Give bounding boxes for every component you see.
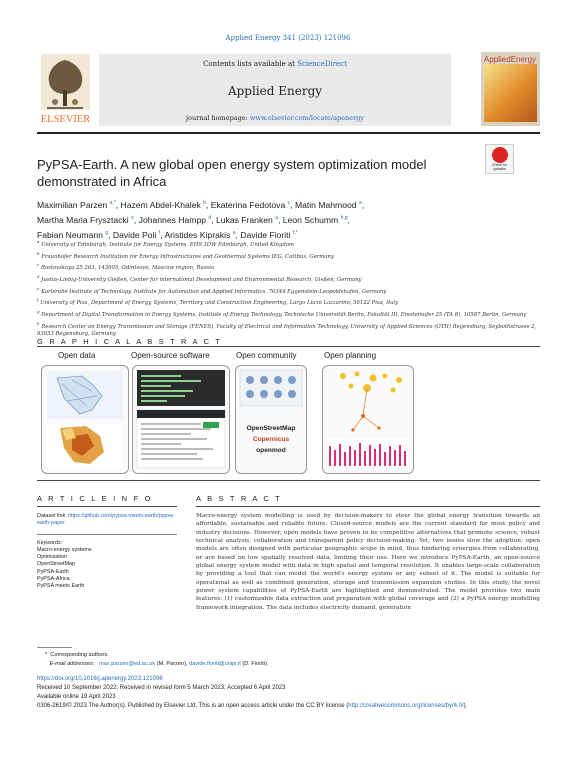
check-updates-icon (492, 147, 508, 163)
author[interactable]: Johannes Hampp $^d$ (138, 214, 212, 225)
author[interactable]: Leon Schumm $^{h,g}$ (282, 214, 348, 225)
footnote-rule (37, 647, 72, 648)
keyword: PyPSA-Earth (37, 568, 69, 575)
corresponding-authors: Corresponding authors. (50, 652, 109, 658)
article-info-heading: A R T I C L E I N F O (37, 494, 153, 503)
author[interactable]: Martha Maria Frysztacki $^e$ (37, 214, 134, 225)
affiliation: $^d$ Justus-Liebig-University Gießen, Center for international Development and Environmental Research, Gießen, Germany (37, 274, 362, 283)
online-date: Available online 19 April 2023 (37, 693, 116, 700)
graphical-abstract-heading: G R A P H I C A L A B S T R A C T (37, 337, 223, 346)
keyword: Optimization (37, 554, 67, 561)
dataset-label: Dataset link: (37, 513, 67, 519)
keywords-rule (37, 534, 177, 535)
ga-panel-open-data (41, 365, 129, 474)
abstract-heading: A B S T R A C T (196, 494, 282, 503)
author[interactable]: Davide Fioriti $^{f,*}$ (240, 229, 298, 240)
footnote: * Corresponding authors. E-mail addresses: max.parzen@ed.ac.uk (M. Parzen), davide.fioriti@unipi.it (D. Fioriti). (45, 652, 269, 667)
author[interactable]: Hazem Abdel-Khalek $^b$ (120, 199, 206, 210)
affiliation: $^h$ Research Center on Energy Transmission and Storage (FENES), Faculty of Electrical and Information Technology, University of Applied Sciences (OTH) Regensburg, Seybothstrasse 2, 93053 Regensburg, Germany (37, 320, 537, 338)
journal-header (37, 52, 540, 128)
affiliation: $^a$ University of Edinburgh, Institute for Energy Systems, EH9 3DW Edinburgh, United Kingdom (37, 239, 294, 248)
ga-panel-open-software (132, 365, 230, 474)
cover-title: AppliedEnergy (484, 55, 537, 64)
homepage-line (99, 114, 451, 122)
copernicus-logo-text: Copernicus (252, 436, 290, 443)
sciencedirect-link[interactable]: ScienceDirect (297, 60, 347, 68)
check-updates-label: Check for updates (492, 163, 507, 171)
elsevier-wordmark: ELSEVIER (40, 114, 91, 125)
ga-label-open-data: Open data (58, 351, 96, 360)
elsevier-logo (37, 52, 94, 126)
keyword: PyPSA-Africa (37, 576, 70, 583)
journal-title[interactable]: Applied Energy (227, 84, 323, 98)
homepage-link[interactable]: www.elsevier.com/locate/apenergy (249, 114, 364, 122)
email-link[interactable]: max.parzen@ed.ac.uk (99, 661, 156, 667)
keyword: PyPSA meets Earth (37, 583, 85, 590)
author-list: Maximilian Parzen $^{a,*}$, Hazem Abdel-Khalek $^b$, Ekaterina Fedotova $^c$, Matin Mahmood $^a$, Martha Maria Frysztacki $^e$, Johannes Hampp $^d$, Lukas Franken $^a$, Leon Schumm $^{h,g}$, Fabian Neumann $^g$, Davide Poli $^f$, Aristides Kiprakis $^a$, Davide Fioriti $^{f,*}$ (37, 199, 365, 240)
paper-title: PyPSA-Earth. A new global open energy system optimization model demonstrated in Africa (37, 157, 427, 189)
graphical-abstract[interactable] (37, 345, 540, 478)
author[interactable]: Matin Mahmood $^a$ (294, 199, 362, 210)
cover-image (484, 64, 537, 122)
author[interactable]: Fabian Neumann $^g$ (37, 229, 109, 240)
bibliographic-info (37, 675, 540, 711)
ga-label-open-planning: Open planning (324, 351, 377, 360)
journal-cover[interactable] (481, 52, 540, 126)
author[interactable]: Maximilian Parzen $^{a,*}$ (37, 199, 116, 210)
footnote-marker: * (45, 652, 48, 658)
email-label: E-mail addresses: (49, 661, 95, 667)
ga-rule-bottom (37, 480, 540, 481)
keywords-label: Keywords: (37, 539, 63, 546)
contents-line (99, 60, 451, 68)
license-link[interactable]: http://creativecommons.org/licenses/by/4.0/ (348, 702, 464, 709)
affiliation: $^e$ Karlsruhe Institute of Technology, Institute for Automation and Applied Informatics, 76344 Eggenstein-Leopoldshafen, Germany (37, 285, 387, 295)
abstract-body (196, 512, 540, 612)
received-dates: Received 10 September 2022; Received in revised form 5 March 2023; Accepted 6 April 2023 (37, 684, 286, 691)
header-rule (37, 132, 540, 134)
osm-logo-text: OpenStreetMap (246, 425, 296, 432)
affiliation: $^f$ University of Pisa, Department of Energy, Systems, Territory and Construction Engineering, Largo Lucio Lazzarino, 56122 Pisa, Italy (37, 297, 399, 307)
dataset-link[interactable]: https://github.com/pypsa-meets-earth/pypsa-earth-paper (37, 513, 175, 527)
author[interactable]: Lukas Franken $^a$ (215, 214, 278, 225)
license-line: 0306-2619/© 2023 The Author(s). Published by Elsevier Ltd. This is an open access article under the CC BY license (http://creativecommons.org/licenses/by/4.0/). (37, 702, 468, 709)
homepage-prefix: journal homepage: (186, 114, 250, 122)
keyword: OpenStreetMap (37, 561, 76, 568)
author[interactable]: Davide Poli $^f$ (112, 229, 161, 240)
ga-panel-open-planning (322, 365, 414, 474)
author[interactable]: Aristides Kiprakis $^a$ (164, 229, 236, 240)
journal-reference[interactable]: Applied Energy 341 (2023) 121096 (225, 34, 351, 42)
openmod-logo-text: openmod (256, 447, 286, 454)
abstract-text: Macro-energy system modelling is used by decision-makers to steer the global energy transition towards an affordable, sustainable and reliable future. Closed-source models are the current standard for most policy and industry decisions. However, open models have proven to be competitive alternatives that promote science, robust technical analysis, collaboration and transparent policy decision-making. Yet, two issues slow the adoption: open models are often designed with particular geographic scope in mind, thus hindering synergies from collaborating, or are based on low spatially resolved data, limiting their use. Here we introduce PyPSA-Earth, an open-source global energy system model with data in high spatial and temporal resolution. It enables large-scale collaboration by providing a tool that can model the world's energy system or any subset of it. The model is suitable for operational as well as combined generation, storage and transmission expansion studies. In this study, the novel power system capabilities of PyPSA-Earth are highlighted and demonstrated. The model provides two main features: (1) customizable data extraction and preparation with global coverage and (2) a PyPSA energy modelling framework integration. The data includes electricity demand, generation (196, 513, 540, 611)
article-info (37, 513, 177, 591)
ga-label-open-software: Open-source software (131, 351, 210, 360)
abstract-rule (196, 506, 540, 507)
contents-prefix: Contents lists available at (203, 60, 298, 68)
check-for-updates-badge[interactable] (485, 144, 514, 174)
affiliations (37, 238, 541, 339)
doi-link[interactable]: https://doi.org/10.1016/j.apenergy.2023.121096 (37, 676, 163, 682)
dataset-line (37, 513, 177, 528)
author[interactable]: Ekaterina Fedotova $^c$ (210, 199, 291, 210)
journal-info-box (99, 54, 451, 126)
ga-panel-open-community (235, 365, 307, 474)
keyword: Macro-energy systems (37, 546, 92, 553)
affiliation: $^c$ Rostovskaya 25 263, 143005, Odintsovo, Moscow region, Russia (37, 262, 215, 272)
affiliation: $^g$ Department of Digital Transformation in Energy Systems, Institute of Energy Technology, Technische Universität Berlin, Fakultät III, Einsteinufer 25 (TA 8), 10587 Berlin, Germany (37, 309, 527, 318)
email-link[interactable]: davide.fioriti@unipi.it (189, 661, 241, 667)
affiliation: $^b$ Fraunhofer Research Institution for Energy Infrastructures and Geothermal Systems IEG, Cottbus, Germany (37, 250, 334, 260)
article-info-rule (37, 506, 177, 507)
ga-label-open-community: Open community (236, 351, 297, 360)
